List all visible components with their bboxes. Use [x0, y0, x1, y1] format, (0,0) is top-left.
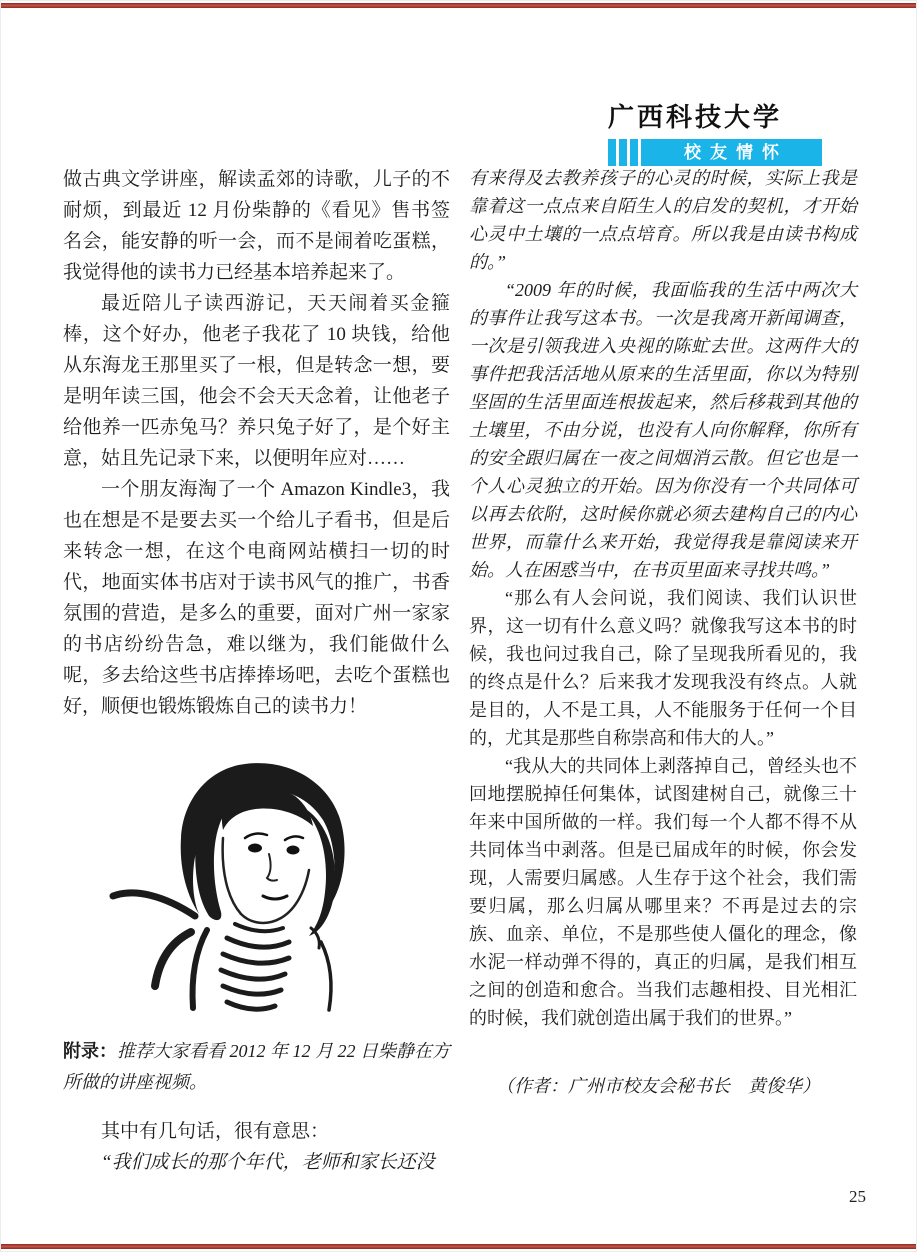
appendix-label: 附录：: [63, 1041, 117, 1061]
right-column: [469, 164, 857, 1100]
badge-main: [641, 139, 822, 166]
section-badge-label: 校友情怀: [684, 143, 788, 162]
body-paragraph: 一个朋友海淘了一个 Amazon Kindle3，我也在想是不是要去买一个给儿子看书，但是后来转念一想，在这个电商网站横扫一切的时代，地面实体书店对于读书风气的推广，书香氛围的营造，是多么的重要，面对广州一家家的书店纷纷告急，难以继为，我们能做什么呢，多去给这些书店捧捧场吧，去吃个蛋糕也好，顺便也锻炼锻炼自己的读书力！: [63, 479, 450, 717]
quote-start-line: “我们成长的那个年代，老师和家长还没: [101, 1152, 435, 1173]
appendix-text: 推荐大家看看 2012 年 12 月 22 日柴静在方所做的讲座视频。: [63, 1041, 450, 1092]
page-number: 25: [849, 1187, 866, 1206]
note-intro: 其中有几句话，很有意思：: [101, 1121, 330, 1142]
body-paragraph: 做古典文学讲座，解读孟郊的诗歌，儿子的不耐烦，到最近 12 月份柴静的《看见》售书签名会，能安静的听一会，而不是闹着吃蛋糕，我觉得他的读书力已经基本培养起来了。: [63, 169, 450, 283]
appendix-note: [63, 1036, 450, 1098]
section-badge: [608, 139, 822, 166]
body-paragraph: 最近陪儿子读西游记，天天闹着买金箍棒，这个好办，他老子我花了 10 块钱，给他从东海龙王那里买了一根，但是转念一想，要是明年读三国，他会不会天天念着，让他老子给他养一匹赤兔马？养只兔子好了，是个好主意，姑且先记录下来，以便明年应对……: [63, 293, 450, 469]
chaijing-sketch-portrait: [95, 746, 425, 1028]
body-paragraph: “2009 年的时候，我面临我的生活中两次大的事件让我写这本书。一次是我离开新闻调查，一次是引领我进入央视的陈虻去世。这两件大的事件把我活活地从原来的生活里面，你以为特别坚固的生活里面连根拔起来，然后移栽到其他的土壤里，不由分说，也没有人向你解释，你所有的安全跟归属在一夜之间烟消云散。但它也是一个人心灵独立的开始。因为你没有一个共同体可以再去依附，这时候你就必须去建构自己的内心世界，而靠什么来开始，我觉得我是靠阅读来开始。人在困惑当中，在书页里面来寻找共鸣。”: [469, 280, 857, 580]
badge-stripe-icon: [630, 139, 638, 166]
masthead: [608, 101, 858, 166]
author-credit: （作者：广州市校友会秘书长 黄俊华）: [496, 1076, 820, 1096]
body-paragraph: 有来得及去教养孩子的心灵的时候，实际上我是靠着这一点点来自陌生人的启发的契机，才开始心灵中土壤的一点点培育。所以我是由读书构成的。”: [469, 168, 857, 272]
bottom-red-rule: [1, 1244, 917, 1249]
body-paragraph: “我从大的共同体上剥落掉自己，曾经头也不回地摆脱掉任何集体，试图建树自己，就像三十年来中国所做的一样。我们每一个人都不得不从共同体当中剥落。但是已届成年的时候，你会发现，人需要归属感。人生存于这个社会，我们需要归属，那么归属从哪里来？不再是过去的宗族、血亲、单位，不是那些使人僵化的理念，像水泥一样动弹不得的，真正的归属，是我们相互之间的创造和愈合。当我们志趣相投、目光相汇的时候，我们就创造出属于我们的世界。”: [469, 756, 857, 1028]
badge-stripe-icon: [619, 139, 627, 166]
university-title: 广西科技大学: [608, 102, 783, 132]
left-column: [63, 164, 450, 1178]
badge-stripe-icon: [608, 139, 616, 166]
body-paragraph: “那么有人会问说，我们阅读、我们认识世界，这一切有什么意义吗？就像我写这本书的时候，我也问过我自己，除了呈现我所看见的，我的终点是什么？后来我才发现我没有终点。人就是目的，人不是工具，人不能服务于任何一个目的，尤其是那些自称崇高和伟大的人。”: [469, 588, 857, 748]
top-red-rule: [1, 3, 917, 8]
